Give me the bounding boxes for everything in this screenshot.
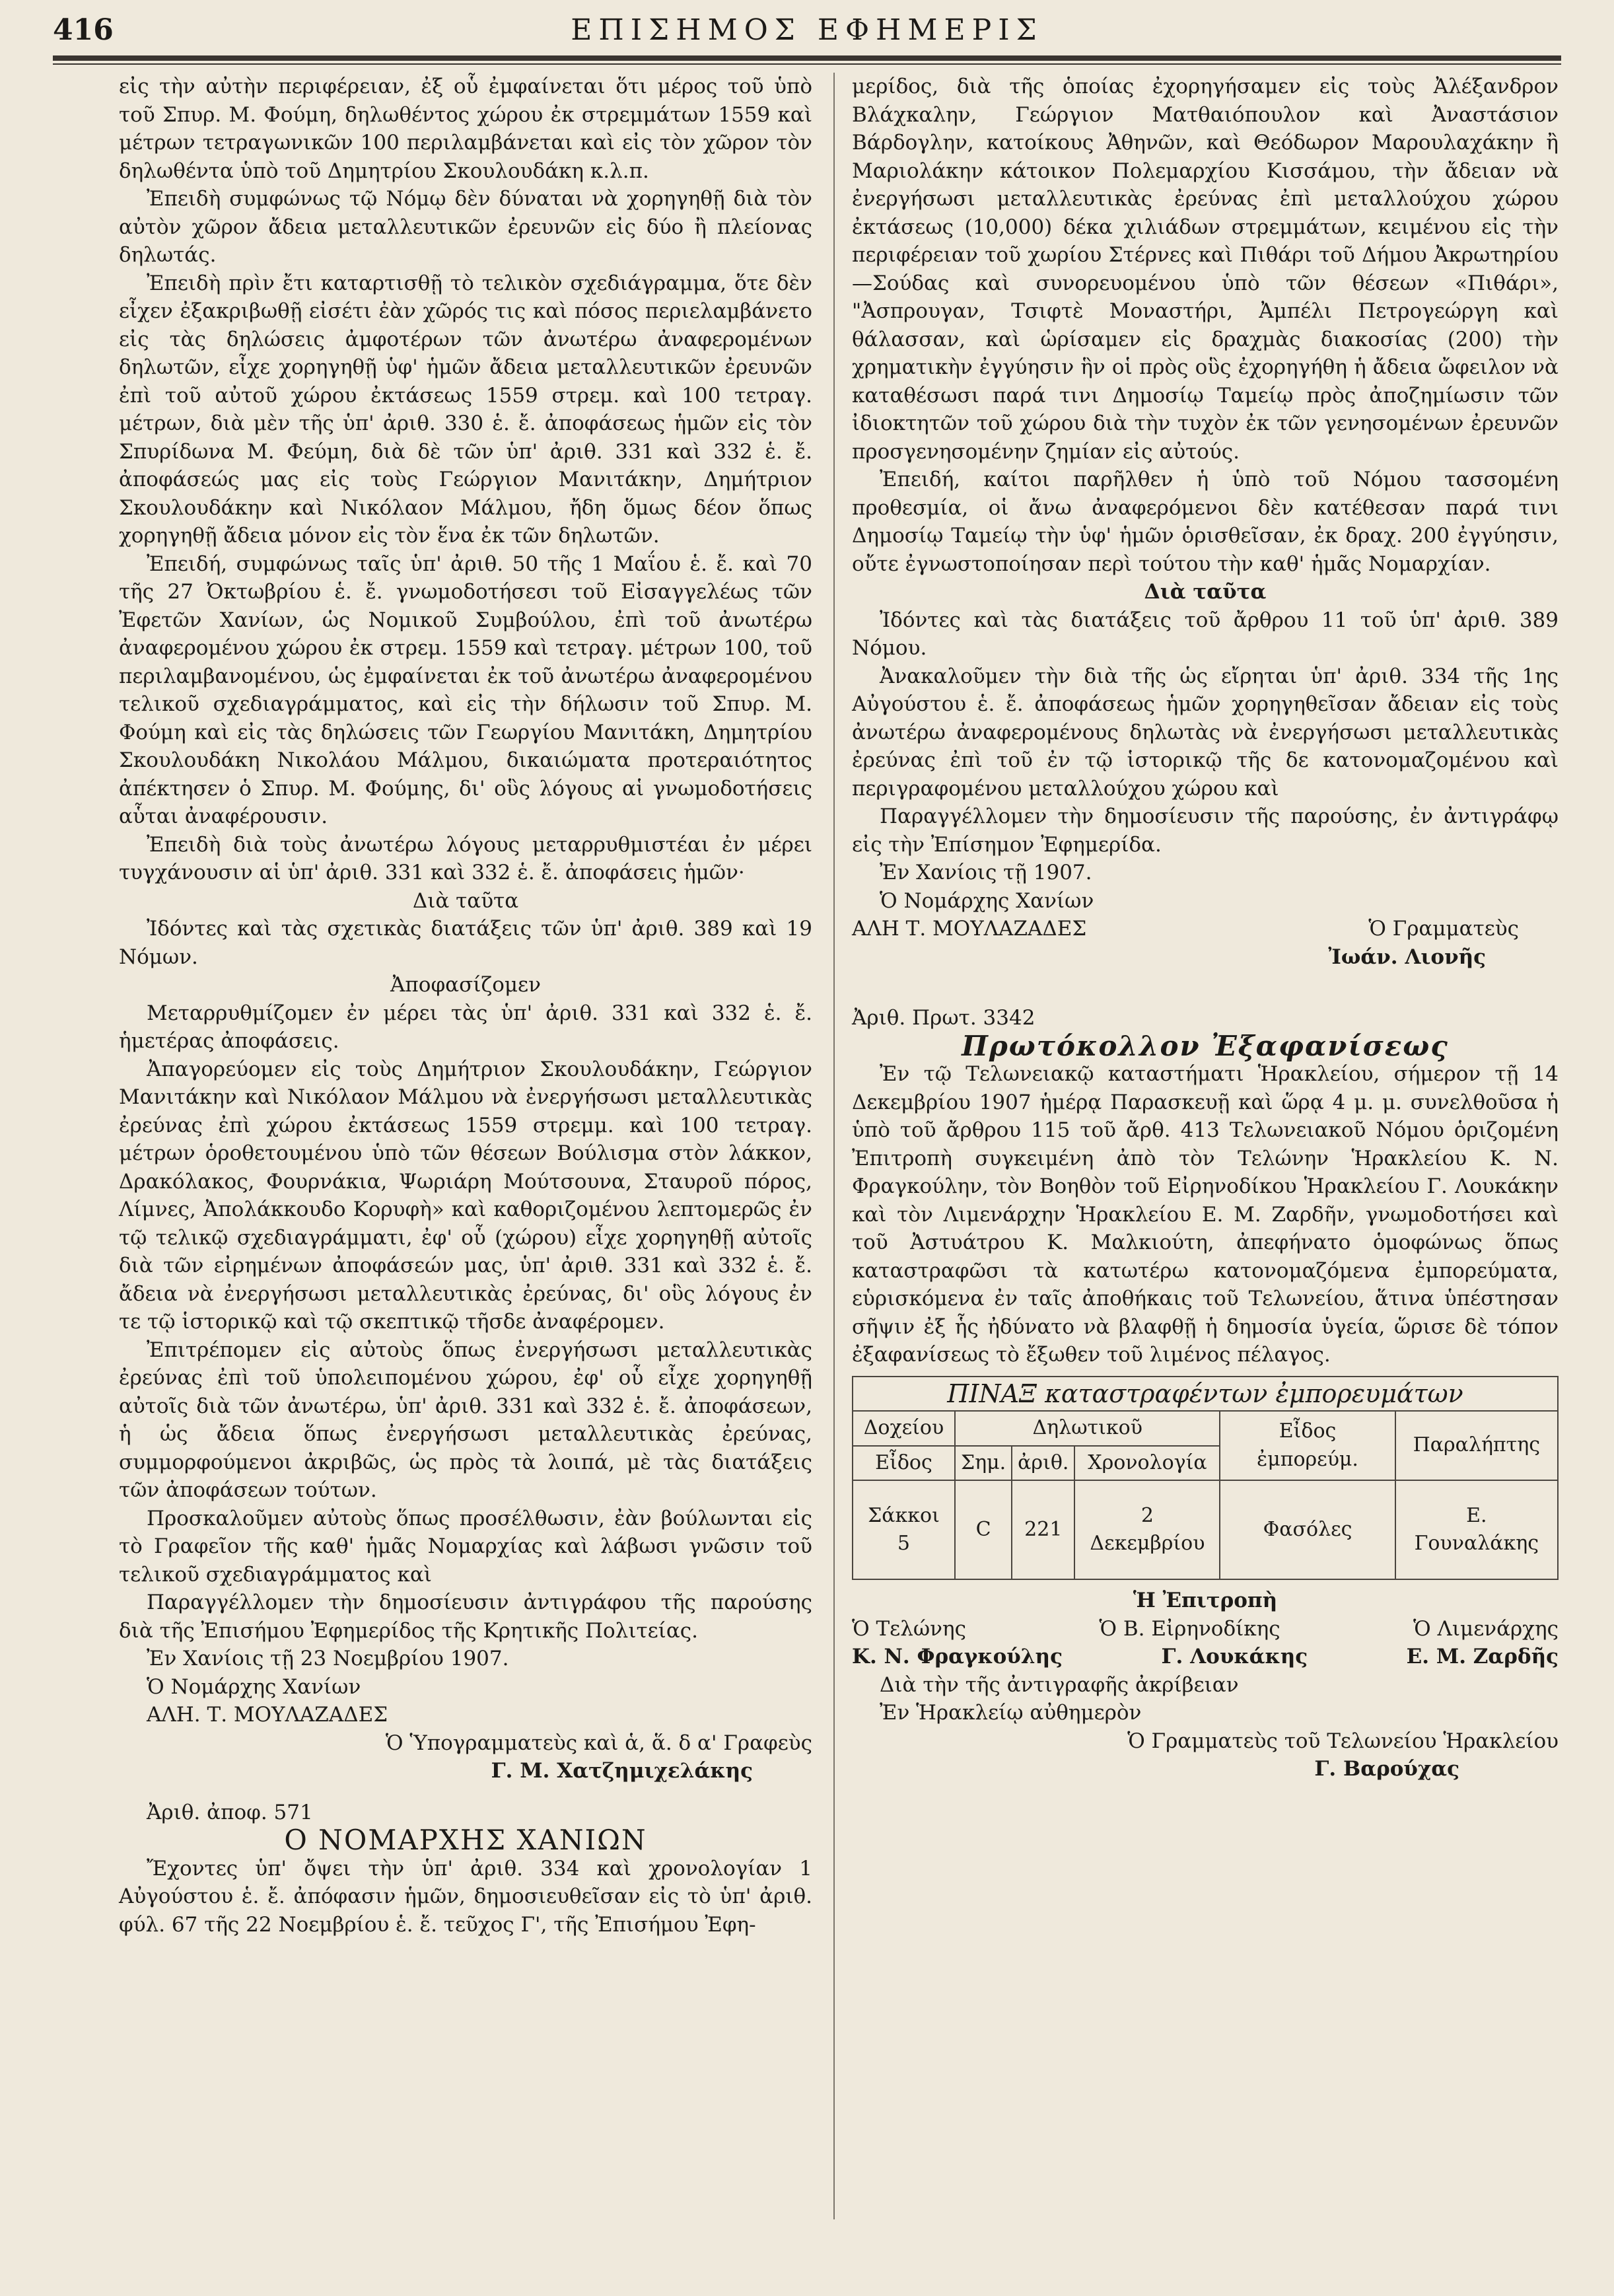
table-cell: C bbox=[955, 1480, 1012, 1579]
table-header: ἀριθ. bbox=[1012, 1446, 1074, 1481]
signature-title: Ὁ Νομάρχης Χανίων bbox=[147, 1674, 361, 1699]
signature-name: Ἰωάν. Λιονῆς bbox=[1328, 945, 1486, 969]
paragraph: Ἰδόντες καὶ τὰς σχετικὰς διατάξεις τῶν ὑπ' ἀριθ. 389 καὶ 19 Νόμων. bbox=[119, 917, 812, 969]
paragraph: Μεταρρυθμίζομεν ἐν μέρει τὰς ὑπ' ἀριθ. 331 καὶ 332 ἑ. ἔ. ἡμετέρας ἀποφάσεις. bbox=[119, 1001, 812, 1053]
signature-title: Ὁ Γραμματεὺς bbox=[1368, 917, 1519, 941]
member-name: Κ. Ν. Φραγκούλης bbox=[852, 1645, 1063, 1668]
paragraph: Ἔχοντες ὑπ' ὄψει τὴν ὑπ' ἀριθ. 334 καὶ χρονολογίαν 1 Αὐγούστου ἑ. ἔ. ἀπόφασιν ἡμῶν, δημοσιευθεῖσαν εἰς τὸ ὑπ' ἀριθ. φύλ. 67 τῆς 22 Νοεμβρίου ἑ. ἔ. τεῦχος Γ', τῆς Ἐπισήμου Ἐφη- bbox=[119, 1856, 812, 1937]
table-cell: 221 bbox=[1012, 1480, 1074, 1579]
section-heading: Ἀποφασίζομεν bbox=[390, 973, 541, 997]
table-cell: Σάκκοι 5 bbox=[853, 1480, 955, 1579]
table-cell: Ε. Γουναλάκης bbox=[1395, 1480, 1558, 1579]
committee-names bbox=[852, 1643, 1559, 1671]
committee-heading: Ἡ Ἐπιτροπὴ bbox=[1133, 1589, 1278, 1612]
paragraph: Παραγγέλλομεν τὴν δημοσίευσιν τῆς παρούσης, ἐν ἀντιγράφῳ εἰς τὴν Ἐπίσημον Ἐφημερίδα. bbox=[852, 805, 1559, 857]
section-title: Πρωτόκολλον Ἐξαφανίσεως bbox=[962, 1029, 1449, 1062]
column-divider bbox=[833, 73, 835, 2219]
paragraph: Ἐν τῷ Τελωνειακῷ καταστήματι Ἡρακλείου, σήμερον τῇ 14 Δεκεμβρίου 1907 ἡμέρᾳ Παρασκευῇ καὶ ὥρᾳ 4 μ. μ. συνελθοῦσα ἡ ὑπὸ τοῦ ἄρθρου 115 τοῦ ἄρθ. 413 Τελωνειακοῦ Νόμου ὁριζομένη Ἐπιτροπὴ συγκειμένη ἀπὸ τὸν Τελώνην Ἡρακλείου Κ. Ν. Φραγκούλην, τὸν Βοηθὸν τοῦ Εἰρηνοδίκου Ἡρακλείου Γ. Λουκάκην καὶ τὸν Λιμενάρχην Ἡρακλείου Ε. Μ. Ζαρδῆν, γνωμοδοτήσει καὶ τοῦ Ἀστυάτρου Κ. Μαλκιούτη, ἀπεφήνατο ὁμοφώνως ὅπως καταστραφῶσι τὰ κατωτέρω κατονομαζόμενα ἐμπορεύματα, εὑρισκόμενα ἐν ταῖς ἀποθήκαις τοῦ Τελωνείου, ἅτινα ὑπέστησαν σῆψιν ἐξ ἧς ἠδύνατο νὰ βλαφθῇ ἡ δημοσία ὑγεία, ὥρισε δὲ τόπον ἐξαφανίσεως τὸ ἔξωθεν τοῦ λιμένος πέλαγος. bbox=[852, 1062, 1559, 1367]
table-header: Εἶδος ἐμπορεύμ. bbox=[1220, 1411, 1395, 1480]
signature-name: Γ. Βαρούχας bbox=[1314, 1757, 1459, 1781]
table-title: ΠΙΝΑΞ καταστραφέντων ἐμπορευμάτων bbox=[853, 1377, 1558, 1412]
paragraph: Ἀνακαλοῦμεν τὴν διὰ τῆς ὡς εἴρηται ὑπ' ἀριθ. 334 τῆς 1ης Αὐγούστου ἑ. ἔ. ἀποφάσεως ἡμῶν χορηγηθεῖσαν ἄδειαν εἰς τοὺς ἀνωτέρω ἀναφερομένους δηλωτὰς νὰ ἐνεργήσωσι μεταλλευτικὰς ἐρεύνας ἐπὶ τοῦ ἐν τῷ ἱστορικῷ τῆς δε κατονομαζομένου καὶ περιγραφομένου μεταλλούχου χώρου καὶ bbox=[852, 664, 1559, 801]
committee-titles bbox=[852, 1615, 1559, 1643]
paragraph: εἰς τὴν αὐτὴν περιφέρειαν, ἐξ οὗ ἐμφαίνεται ὅτι μέρος τοῦ ὑπὸ τοῦ Σπυρ. Μ. Φούμη, δηλωθέντος χώρου ἐκ στρεμμάτων 1559 καὶ μέτρων τετραγωνικῶν 100 περιλαμβάνεται καὶ εἰς τὸν χῶρον τὸν δηλωθέντα ὑπὸ τοῦ Δημητρίου Σκουλουδάκη κ.λ.π. bbox=[119, 75, 812, 183]
signature-title: Ὁ Γραμματεὺς τοῦ Τελωνείου Ἡρακλείου bbox=[1127, 1729, 1559, 1753]
table-header: Εἶδος bbox=[853, 1446, 955, 1481]
spacer bbox=[852, 971, 1559, 1004]
signature-name: ΑΛΗ. Τ. ΜΟΥΛΑΖΑΔΕΣ bbox=[147, 1703, 388, 1727]
section-heading: Διὰ ταῦτα bbox=[1144, 580, 1267, 604]
paragraph: Ἐπειδή, καίτοι παρῆλθεν ἡ ὑπὸ τοῦ Νόμου τασσομένη προθεσμία, οἱ ἄνω ἀναφερόμενοι δὲν κατέθεσαν παρά τινι Δημοσίῳ Ταμείῳ τὴν ὑφ' ἡμῶν ὁρισθεῖσαν, ἐκ δραχ. 200 ἐγγύησιν, οὔτε ἐγνωστοποίησαν περὶ τούτου τὴν καθ' ἡμᾶς Νομαρχίαν. bbox=[852, 468, 1559, 576]
member-name: Γ. Λουκάκης bbox=[1161, 1645, 1308, 1668]
paragraph: Ἰδόντες καὶ τὰς διατάξεις τοῦ ἄρθρου 11 τοῦ ὑπ' ἀριθ. 389 Νόμου. bbox=[852, 608, 1559, 660]
section-title: Ο ΝΟΜΑΡΧΗΣ ΧΑΝΙΩΝ bbox=[284, 1824, 647, 1856]
table-row bbox=[853, 1480, 1558, 1579]
signature-name: Γ. Μ. Χατζημιχελάκης bbox=[491, 1759, 753, 1783]
publication-title: ΕΠΙΣΗΜΟΣ ΕΦΗΜΕΡΙΣ bbox=[571, 13, 1043, 47]
paragraph: Ἐπειδὴ συμφώνως τῷ Νόμῳ δὲν δύναται νὰ χορηγηθῇ διὰ τὸν αὐτὸν χῶρον ἄδεια μεταλλευτικῶν ἐρευνῶν εἰς δύο ἢ πλείονας δηλωτάς. bbox=[119, 187, 812, 267]
table-header: Δοχείου bbox=[853, 1411, 955, 1446]
header-rule-thin bbox=[53, 63, 1561, 65]
page-number: 416 bbox=[53, 13, 114, 47]
goods-table bbox=[852, 1376, 1559, 1581]
reference-number: Ἀριθ. ἀποφ. 571 bbox=[147, 1800, 313, 1824]
spacer bbox=[119, 1785, 812, 1799]
table-header: Παραλήπτης bbox=[1395, 1411, 1558, 1480]
table-header: Δηλωτικοῦ bbox=[955, 1411, 1220, 1446]
table-title-row bbox=[853, 1377, 1558, 1412]
paragraph: μερίδος, διὰ τῆς ὁποίας ἐχορηγήσαμεν εἰς τοὺς Ἀλέξανδρον Βλάχκαλην, Γεώργιον Ματθαιόπουλον καὶ Ἀναστάσιον Βάρδογλην, κατοίκους Ἀθηνῶν, καὶ Θεόδωρον Μαρουλαχάκην ἢ Μαριολάκην κάτοικον Πολεμαρχίου Κισσάμου, τὴν ἄδειαν νὰ ἐνεργήσωσι μεταλλευτικὰς ἐρεύνας ἐπὶ μεταλλούχου χώρου ἐκτάσεως (10,000) δέκα χιλιάδων στρεμμάτων, κειμένου εἰς τὴν περιφέρειαν τοῦ χωρίου Στέρνες καὶ Πιθάρι τοῦ Δήμου Ἀκρωτηρίου—Σούδας καὶ συνορευομένου ὑπὸ τῶν θέσεων «Πιθάρι», "Ἀσπρουγαν, Τσιφτὲ Μοναστήρι, Ἀμπέλι Πετρογεώργη καὶ θάλασσαν, καὶ ὡρίσαμεν εἰς δραχμὰς διακοσίας (200) τὴν χρηματικὴν ἐγγύησιν ἣν οἱ πρὸς οὓς ἐχορηγήθη ἡ ἄδεια ὤφειλον νὰ καταθέσωσι παρά τινι Δημοσίῳ Ταμείῳ πρὸς ἀποζημίωσιν τῶν ἰδιοκτητῶν τοῦ χώρου διὰ τὴν τυχὸν ἐκ τῶν γενησομένων ἐρευνῶν προσγενησομένην ζημίαν εἰς αὐτούς. bbox=[852, 75, 1559, 464]
page-header bbox=[53, 0, 1561, 59]
table-cell: Φασόλες bbox=[1220, 1480, 1395, 1579]
member-title: Ὁ Λιμενάρχης bbox=[1413, 1616, 1559, 1641]
signature-name: ΑΛΗ Τ. ΜΟΥΛΑΖΑΔΕΣ bbox=[852, 917, 1087, 941]
paragraph: Ἐπιτρέπομεν εἰς αὐτοὺς ὅπως ἐνεργήσωσι μεταλλευτικὰς ἐρεύνας ἐπὶ τοῦ ὑπολειπομένου χώρου, ἐφ' οὗ εἶχε χορηγηθῇ αὐτοῖς διὰ τῶν ἀνωτέρω, ὑπ' ἀριθ. 331 καὶ 332 ἑ. ἔ. ἀποφάσεων, ἡ ὡς ἄδεια ὅπως ἐνεργήσωσι μεταλλευτικὰς ἐρεύνας, συμμορφούμενοι ἀκριβῶς, ὡς πρὸς τὰ λοιπά, μὲ τὰς διατάξεις τῶν ἀποφάσεων τούτων. bbox=[119, 1338, 812, 1502]
section-heading: Διὰ ταῦτα bbox=[412, 888, 519, 913]
paragraph: Ἐπειδὴ πρὶν ἔτι καταρτισθῇ τὸ τελικὸν σχεδιάγραμμα, ὅτε δὲν εἶχεν ἐξακριβωθῇ εἰσέτι ἐὰν χῶρός τις καὶ πόσος περιελαμβάνετο εἰς τὰς δηλώσεις ἀμφοτέρων τῶν ἀνωτέρω ἀναφερομένων δηλωτῶν, εἶχε χορηγηθῇ ὑφ' ἡμῶν ἄδεια μεταλλευτικῶν ἐρευνῶν ἐπὶ τοῦ αὐτοῦ χώρου ἐκτάσεως 1559 στρεμ. καὶ 100 τετραγ. μέτρων, διὰ μὲν τῆς ὑπ' ἀριθ. 330 ἑ. ἔ. ἀποφάσεως ἡμῶν εἰς τὸν Σπυρίδωνα Μ. Φεύμη, διὰ δὲ τῶν ὑπ' ἀριθ. 331 καὶ 332 ἑ. ἔ. ἀποφάσεώς μας εἰς τοὺς Γεώργιον Μανιτάκην, Δημήτριον Σκουλουδάκην καὶ Νικόλαον Μάλμου, ἤδη ὅμως δέον ὅπως χορηγηθῇ ἄδεια μόνον εἰς τὸν ἕνα ἐκ τῶν δηλωτῶν. bbox=[119, 271, 812, 548]
paragraph: Παραγγέλλομεν τὴν δημοσίευσιν ἀντιγράφου τῆς παρούσης διὰ τῆς Ἐπισήμου Ἐφημερίδος τῆς Κρητικῆς Πολιτείας. bbox=[119, 1591, 812, 1643]
date-line: Ἐν Χανίοις τῇ 1907. bbox=[880, 861, 1092, 884]
table-header: Χρονολογία bbox=[1074, 1446, 1220, 1481]
paragraph: Ἐπειδή, συμφώνως ταῖς ὑπ' ἀριθ. 50 τῆς 1 Μαΐου ἑ. ἔ. καὶ 70 τῆς 27 Ὀκτωβρίου ἑ. ἔ. γνωμοδοτήσεσι τοῦ Εἰσαγγελέως τῶν Ἐφετῶν Χανίων, ὡς Νομικοῦ Συμβούλου, ἐπὶ τοῦ ἀνωτέρω ἀναφερομένου χώρου ἐκ στρεμ. 1559 καὶ τετραγ. μέτρων 100, τοῦ περιλαμβανομένου, ὡς ἐμφαίνεται ἐκ τοῦ ἀνωτέρω ἀναφερομένου τελικοῦ σχεδιαγράμματος, καὶ εἰς τὴν δήλωσιν τοῦ Σπυρ. Μ. Φούμη καὶ εἰς τὰς δηλώσεις τῶν Γεωργίου Μανιτάκη, Δημητρίου Σκουλουδάκη Νικολάου Μάλμου, δικαιώματα προτεραιότητος ἀπέκτησεν ὁ Σπυρ. Μ. Φούμης, δι' οὓς λόγους αἱ γνωμοδοτήσεις αὗται ἀναφέρουσιν. bbox=[119, 552, 812, 828]
paragraph: Ἀπαγορεύομεν εἰς τοὺς Δημήτριον Σκουλουδάκην, Γεώργιον Μανιτάκην καὶ Νικόλαον Μάλμου νὰ ἐνεργήσωσι μεταλλευτικὰς ἐρεύνας ἐπὶ χώρου ἐκτάσεως 1559 στρεμμ. καὶ 100 τετραγ. μέτρων ὁροθετουμένου ὑπὸ τῶν θέσεων Βούλισμα στὸν λάκκον, Δρακόλακος, Φουρνάκια, Ψωριάρη Μούτσουνα, Σταυροῦ πόρος, Λίμνες, Ἀπολάκκουδο Κορυφὴ» καὶ καθοριζομένου λεπτομερῶς ἐν τῷ τελικῷ σχεδιαγράμματι, ἐφ' οὗ (χώρου) εἶχε χορηγηθῇ αὐτοῖς διὰ τῶν εἰρημένων ἀποφάσεών μας, ὑπ' ἀριθ. 331 καὶ 332 ἑ. ἔ. ἄδεια νὰ ἐνεργήσωσι μεταλλευτικὰς ἐρεύνας, δι' οὓς λόγους ἐν τε τῷ ἱστορικῷ καὶ τῷ σκεπτικῷ τῆσδε ἀναφέρομεν. bbox=[119, 1057, 812, 1334]
signature-row bbox=[852, 915, 1559, 943]
table-header: Σημ. bbox=[955, 1446, 1012, 1481]
member-name: Ε. Μ. Ζαρδῆς bbox=[1406, 1645, 1559, 1668]
member-title: Ὁ Β. Εἰρηνοδίκης bbox=[1099, 1616, 1281, 1641]
certification: Ἐν Ἡρακλείῳ αὐθημερὸν bbox=[880, 1701, 1142, 1725]
signature-title: Ὁ Ὑπογραμματεὺς καὶ ἁ, ἅ. δ α' Γραφεὺς bbox=[385, 1731, 812, 1755]
member-title: Ὁ Τελώνης bbox=[852, 1616, 966, 1641]
header-rule bbox=[53, 55, 1561, 61]
paragraph: Προσκαλοῦμεν αὐτοὺς ὅπως προσέλθωσιν, ἐὰν βούλωνται εἰς τὸ Γραφεῖον τῆς καθ' ἡμᾶς Νομαρχίας καὶ λάβωσι γνῶσιν τοῦ τελικοῦ σχεδιαγράμματος καὶ bbox=[119, 1506, 812, 1587]
signature-title: Ὁ Νομάρχης Χανίων bbox=[880, 888, 1094, 913]
right-column bbox=[852, 73, 1559, 1783]
table-cell: 2 Δεκεμβρίου bbox=[1074, 1480, 1220, 1579]
left-column bbox=[119, 73, 812, 1939]
date-line: Ἐν Χανίοις τῇ 23 Νοεμβρίου 1907. bbox=[147, 1647, 509, 1670]
certification: Διὰ τὴν τῆς ἀντιγραφῆς ἀκρίβειαν bbox=[880, 1672, 1239, 1697]
paragraph: Ἐπειδὴ διὰ τοὺς ἀνωτέρω λόγους μεταρρυθμιστέαι ἐν μέρει τυγχάνουσιν αἱ ὑπ' ἀριθ. 331 καὶ 332 ἑ. ἔ. ἀποφάσεις ἡμῶν· bbox=[119, 832, 812, 884]
reference-number: Ἀριθ. Πρωτ. 3342 bbox=[852, 1006, 1035, 1030]
table-header-row bbox=[853, 1411, 1558, 1446]
